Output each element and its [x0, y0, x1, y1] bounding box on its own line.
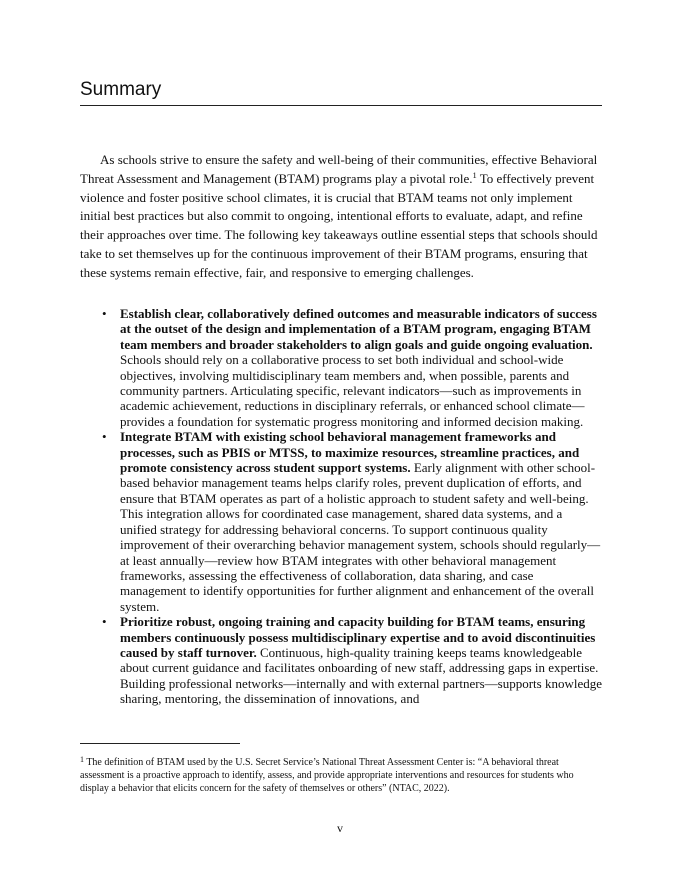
intro-paragraph [80, 151, 602, 283]
list-item-lead: Integrate BTAM with existing school behavioral management frameworks and processes, such as PBIS or MTSS, to maximize resources, streamline practices, and promote consistency across student support systems. [120, 429, 580, 476]
intro-text-end: To effectively prevent violence and foster positive school climates, it is crucial that BTAM teams not only implement initial best practices but also commit to ongoing, intentional efforts to evaluate, adapt, and refine their approaches over time. The following key takeaways outline essential steps that schools should take to set themselves up for the continuous improvement of their BTAM programs, ensuring that these systems remain effective, fair, and responsive to emerging challenges. [80, 170, 598, 280]
key-takeaways-list [80, 306, 602, 707]
list-item-body: Schools should rely on a collaborative process to set both individual and school-wide objectives, involving multidisciplinary team members and, when possible, parents and community partners. Articulating specific, relevant indicators—such as improvements in academic achievement, reductions in disciplinary referrals, or enhanced school climate—provides a foundation for systematic progress monitoring and informed decision making. [120, 352, 585, 429]
footnote-reference[interactable]: 1 [472, 169, 477, 180]
list-item-body: Continuous, high-quality training keeps teams knowledgeable about current guidance and facilitates onboarding of new staff, addressing gaps in expertise. Building professional networks—internally and with external partners—supports knowledge sharing, mentoring, the dissemination of innovations, and [120, 644, 602, 707]
footnote [80, 756, 602, 795]
list-item [80, 614, 602, 706]
footnote-text: The definition of BTAM used by the U.S. Secret Service’s National Threat Assessment Center is: “A behavioral threat assessment is a proactive approach to identify, assess, and provide appropriate interventions and resources for students who display a behavior that elicits concern for the safety of themselves or others” (NTAC, 2022). [80, 757, 574, 794]
bullet-icon: • [102, 429, 107, 445]
heading-divider [80, 105, 602, 106]
intro-text-start: As schools strive to ensure the safety and well-being of their communities, effective Behavioral Threat Assessment and Management (BTAM) programs play a pivotal role. [80, 152, 598, 186]
list-item-lead: Prioritize robust, ongoing training and capacity building for BTAM teams, ensuring members continuously possess multidisciplinary expertise and to avoid discontinuities caused by staff turnover. [120, 614, 596, 660]
bullet-icon: • [102, 614, 107, 630]
page-number: v [337, 821, 343, 835]
list-item-body: Early alignment with other school-based behavior management teams helps clarify roles, prevent duplication of efforts, and ensure that BTAM operates as part of a holistic approach to student safety and well-being. This integration allows for coordinated case management, shared data systems, and a unified strategy for addressing behavioral concerns. To support continuous quality improvement of their overarching behavior management system, schools should regularly—at least annually—review how BTAM integrates with other behavioral management frameworks, assessing the effectiveness of collaboration, data sharing, and case management to identify opportunities for further alignment and enhancement of the overall system. [120, 460, 601, 614]
footnote-marker: 1 [80, 755, 84, 764]
page-title: Summary [80, 79, 162, 100]
footnote-divider [80, 743, 240, 744]
list-item [80, 429, 602, 614]
list-item [80, 306, 602, 429]
bullet-icon: • [102, 306, 107, 321]
list-item-lead: Establish clear, collaboratively defined outcomes and measurable indicators of success at the outset of the design and implementation of a BTAM program, engaging BTAM team members and broader stakeholders to align goals and guide ongoing evaluation. [120, 306, 597, 352]
